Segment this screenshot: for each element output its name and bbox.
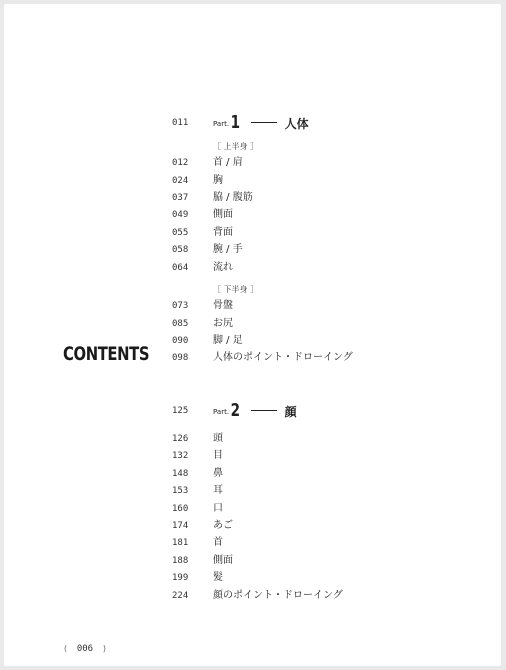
book-page (4, 4, 501, 666)
entry-title: 背面 (213, 227, 233, 238)
toc-entry[interactable] (4, 225, 501, 241)
entry-title: 鼻 (213, 468, 223, 479)
entry-page-number: 049 (172, 210, 189, 220)
entry-title: 胸 (213, 175, 223, 186)
entry-title: 側面 (213, 555, 233, 566)
entry-title: 口 (213, 503, 223, 514)
entry-page-number: 160 (172, 504, 189, 514)
entry-page-number: 132 (172, 451, 189, 461)
entry-page-number: 085 (172, 319, 189, 329)
entry-page-number: 126 (172, 434, 189, 444)
part-title: $^{Part.}$1 人体 (213, 112, 309, 133)
toc-entry[interactable] (4, 466, 501, 482)
entry-title: 脚 / 足 (213, 335, 243, 346)
entry-title: 髪 (213, 572, 223, 583)
entry-page-number: 188 (172, 556, 189, 566)
section-label: ［ 下半身 ］ (213, 285, 259, 294)
part-1-header[interactable] (4, 111, 501, 135)
entry-page-number: 148 (172, 469, 189, 479)
entry-page-number: 058 (172, 245, 189, 255)
folio-open-bracket: ( (63, 644, 68, 653)
entry-title: 脇 / 腹筋 (213, 192, 253, 203)
toc-entry[interactable] (4, 535, 501, 551)
entry-page-number: 090 (172, 336, 189, 346)
page-folio (54, 644, 116, 654)
entry-title: 目 (213, 450, 223, 461)
toc-entry[interactable] (4, 483, 501, 499)
toc-entry[interactable] (4, 242, 501, 258)
part-page-number: 011 (172, 118, 189, 128)
entry-title: 耳 (213, 485, 223, 496)
entry-page-number: 037 (172, 193, 189, 203)
toc-entry[interactable] (4, 501, 501, 517)
toc-entry[interactable] (4, 333, 501, 349)
toc-entry[interactable] (4, 316, 501, 332)
entry-page-number: 098 (172, 353, 189, 363)
toc-entry[interactable] (4, 448, 501, 464)
folio-close-bracket: ) (102, 644, 107, 653)
entry-page-number: 199 (172, 573, 189, 583)
toc-entry[interactable] (4, 431, 501, 447)
entry-title: 腕 / 手 (213, 244, 243, 255)
entry-title: あご (213, 520, 233, 531)
entry-page-number: 012 (172, 158, 189, 168)
entry-title: 人体のポイント・ドローイング (213, 352, 353, 363)
entry-title: 頭 (213, 433, 223, 444)
toc-entry[interactable] (4, 173, 501, 189)
entry-page-number: 055 (172, 228, 189, 238)
dash-rule (251, 410, 277, 411)
toc-entry[interactable] (4, 155, 501, 171)
toc-entry[interactable] (4, 518, 501, 534)
part-page-number: 125 (172, 406, 189, 416)
entry-page-number: 073 (172, 301, 189, 311)
entry-page-number: 064 (172, 263, 189, 273)
entry-page-number: 174 (172, 521, 189, 531)
entry-page-number: 153 (172, 486, 189, 496)
toc-entry[interactable] (4, 260, 501, 276)
toc-entry[interactable] (4, 207, 501, 223)
toc-entry[interactable] (4, 553, 501, 569)
section-label: ［ 上半身 ］ (213, 142, 259, 151)
part-2-header[interactable] (4, 399, 501, 423)
contents-heading: CONTENTS (63, 343, 150, 365)
part-title: $^{Part.}$2 顔 (213, 400, 297, 421)
entry-title: 骨盤 (213, 300, 233, 311)
entry-title: お尻 (213, 318, 233, 329)
folio-number: 006 (76, 644, 94, 654)
entry-title: 側面 (213, 209, 233, 220)
entry-title: 首 (213, 537, 223, 548)
entry-title: 流れ (213, 262, 233, 273)
entry-page-number: 024 (172, 176, 189, 186)
dash-rule (251, 122, 277, 123)
entry-title: 顔のポイント・ドローイング (213, 590, 343, 601)
entry-page-number: 181 (172, 538, 189, 548)
toc-entry[interactable] (4, 350, 501, 366)
entry-page-number: 224 (172, 591, 189, 601)
toc-entry[interactable] (4, 588, 501, 604)
entry-title: 首 / 肩 (213, 157, 243, 168)
toc-entry[interactable] (4, 570, 501, 586)
toc-entry[interactable] (4, 298, 501, 314)
toc-entry[interactable] (4, 190, 501, 206)
